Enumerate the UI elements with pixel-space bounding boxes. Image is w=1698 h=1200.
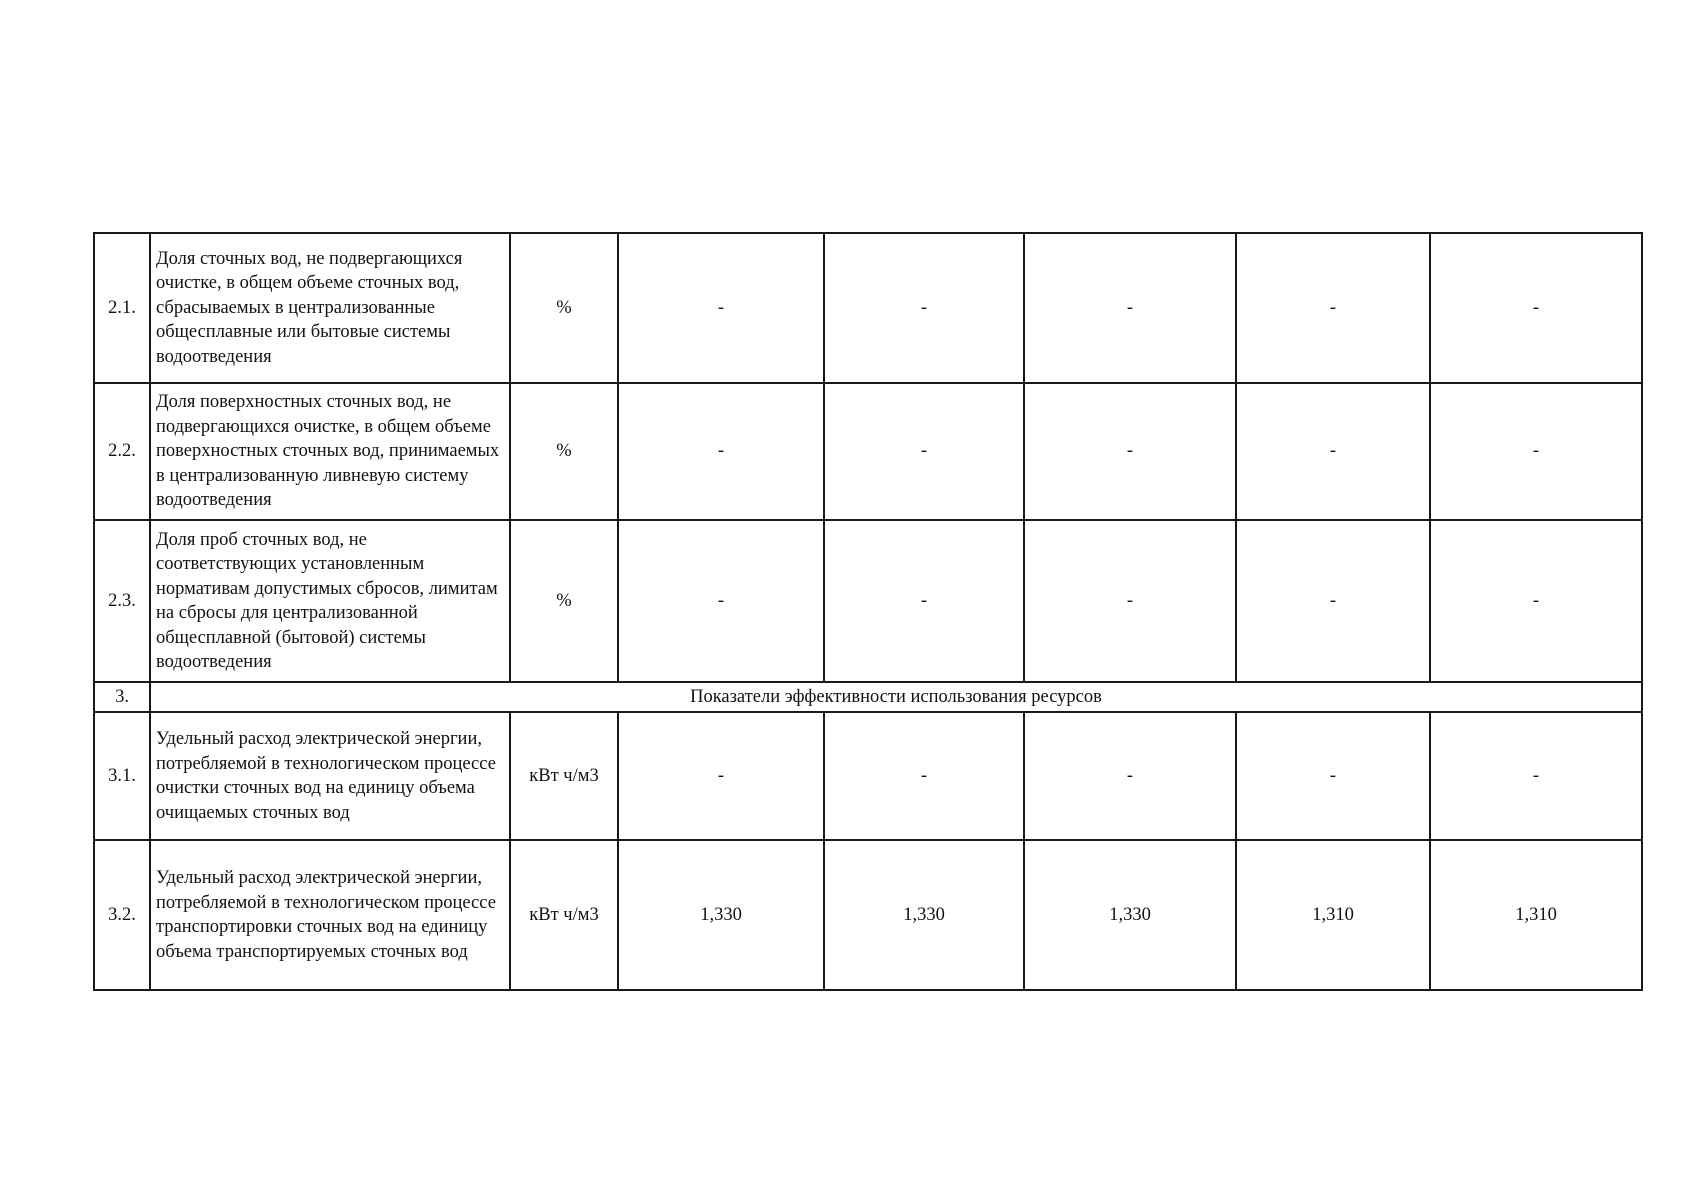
row-number: 2.3.	[94, 520, 150, 682]
unit-cell: %	[510, 233, 618, 383]
value-cell: -	[1430, 520, 1642, 682]
unit-cell: кВт ч/м3	[510, 840, 618, 990]
unit-cell: %	[510, 520, 618, 682]
indicator-description: Доля сточных вод, не подвергающихся очистке, в общем объеме сточных вод, сбрасываемых в централизованные общесплавные или бытовые системы водоотведения	[150, 233, 510, 383]
table-row	[94, 383, 1642, 520]
value-cell: -	[1430, 383, 1642, 520]
table-row	[94, 712, 1642, 840]
row-number: 3.	[94, 682, 150, 712]
value-cell: -	[1430, 233, 1642, 383]
value-cell: -	[1024, 383, 1236, 520]
row-number: 3.2.	[94, 840, 150, 990]
value-cell: -	[1430, 712, 1642, 840]
table-row	[94, 233, 1642, 383]
value-cell: 1,330	[824, 840, 1024, 990]
row-number: 2.1.	[94, 233, 150, 383]
value-cell: -	[1024, 712, 1236, 840]
value-cell: -	[1236, 383, 1430, 520]
value-cell: -	[1236, 233, 1430, 383]
indicator-description: Доля поверхностных сточных вод, не подвергающихся очистке, в общем объеме поверхностных сточных вод, принимаемых в централизованную ливневую систему водоотведения	[150, 383, 510, 520]
value-cell: -	[1236, 712, 1430, 840]
indicator-description: Удельный расход электрической энергии, потребляемой в технологическом процессе транспортировки сточных вод на единицу объема транспортируемых сточных вод	[150, 840, 510, 990]
value-cell: -	[824, 712, 1024, 840]
value-cell: -	[618, 712, 824, 840]
value-cell: 1,310	[1430, 840, 1642, 990]
unit-cell: %	[510, 383, 618, 520]
value-cell: -	[824, 233, 1024, 383]
value-cell: -	[824, 520, 1024, 682]
value-cell: -	[1024, 520, 1236, 682]
value-cell: 1,310	[1236, 840, 1430, 990]
value-cell: 1,330	[618, 840, 824, 990]
value-cell: -	[1236, 520, 1430, 682]
value-cell: -	[618, 520, 824, 682]
row-number: 3.1.	[94, 712, 150, 840]
table-row	[94, 840, 1642, 990]
unit-cell: кВт ч/м3	[510, 712, 618, 840]
section-title: Показатели эффективности использования ресурсов	[150, 682, 1642, 712]
row-number: 2.2.	[94, 383, 150, 520]
value-cell: 1,330	[1024, 840, 1236, 990]
indicator-description: Доля проб сточных вод, не соответствующих установленным нормативам допустимых сбросов, лимитам на сбросы для централизованной общесплавной (бытовой) системы водоотведения	[150, 520, 510, 682]
indicator-description: Удельный расход электрической энергии, потребляемой в технологическом процессе очистки сточных вод на единицу объема очищаемых сточных вод	[150, 712, 510, 840]
value-cell: -	[618, 383, 824, 520]
section-header-row	[94, 682, 1642, 712]
indicators-table	[93, 232, 1643, 991]
value-cell: -	[1024, 233, 1236, 383]
value-cell: -	[824, 383, 1024, 520]
value-cell: -	[618, 233, 824, 383]
table-row	[94, 520, 1642, 682]
